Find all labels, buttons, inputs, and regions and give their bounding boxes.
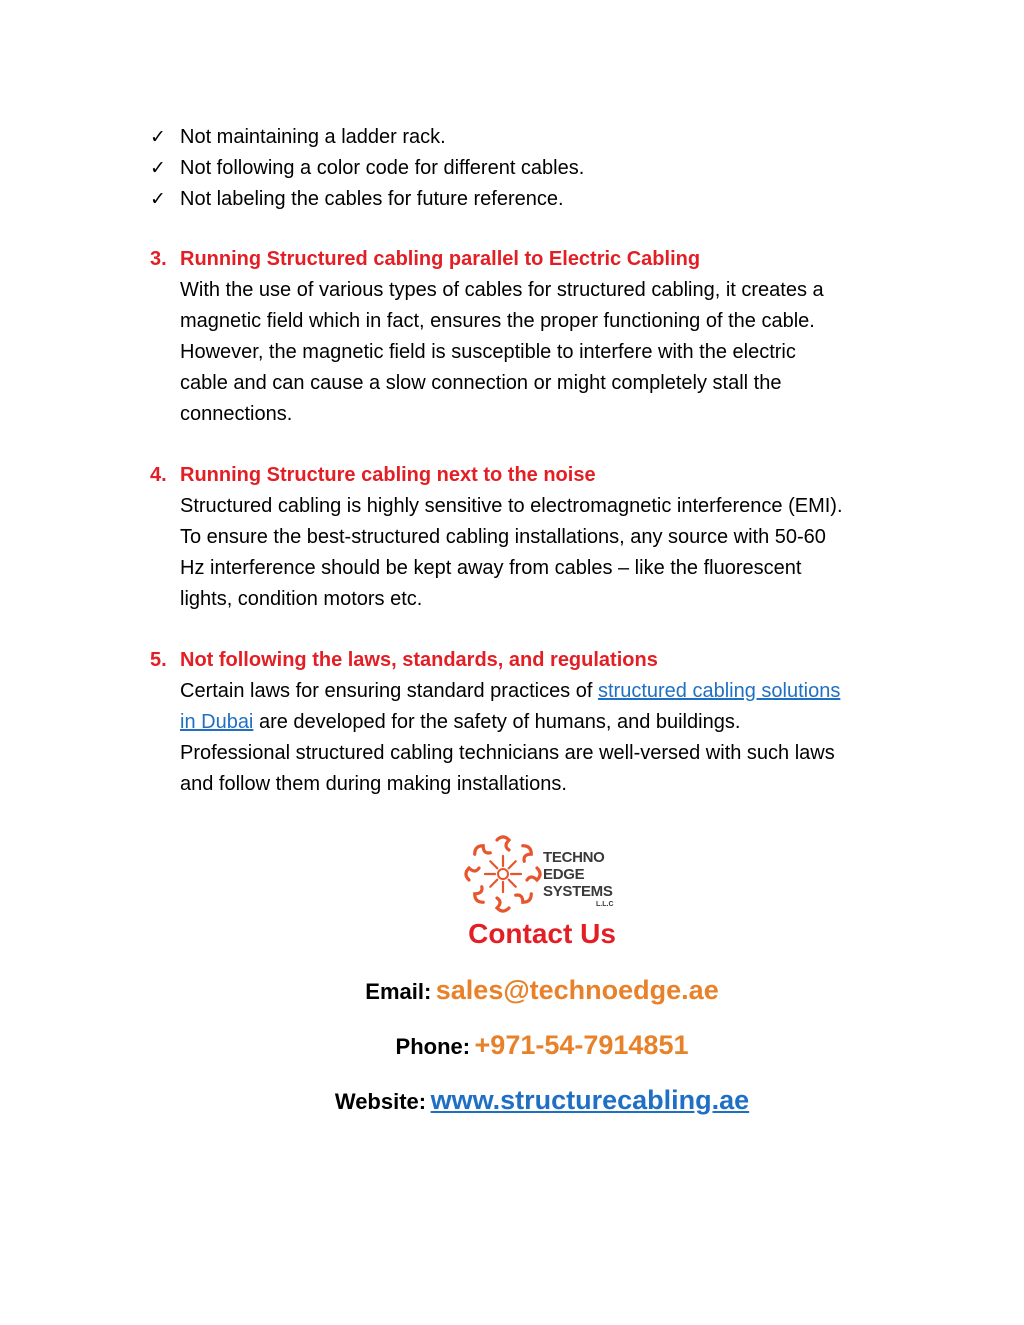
website-label: Website:: [334, 1089, 427, 1114]
structured-cabling-link[interactable]: structured cabling solutions: [597, 680, 841, 702]
phone-label: Phone:: [395, 1034, 471, 1059]
section-body: [180, 275, 910, 430]
section-heading: 4. Running Structure cabling next to the noise: [150, 464, 596, 486]
checklist-item: ✓ Not following a color code for different cables.: [150, 153, 584, 184]
check-icon: ✓: [150, 188, 166, 210]
body-line: and follow them during making installations.: [180, 773, 567, 795]
section-4: [150, 460, 910, 615]
checklist-item: ✓ Not maintaining a ladder rack.: [150, 122, 584, 153]
website-row: [0, 1085, 1024, 1116]
body-line: connections.: [180, 403, 293, 425]
in-dubai-link[interactable]: in Dubai: [180, 711, 254, 733]
body-line: Certain laws for ensuring standard practices of structured cabling solutions: [180, 680, 841, 702]
email-label: Email:: [365, 979, 432, 1004]
check-icon: ✓: [150, 157, 166, 179]
section-heading: 3. Running Structured cabling parallel to Electric Cabling: [150, 248, 701, 270]
website-link[interactable]: www.structurecabling.ae: [430, 1085, 750, 1115]
body-line: To ensure the best-structured cabling installations, any source with 50-60: [180, 526, 826, 548]
checklist-item: ✓ Not labeling the cables for future reference.: [150, 184, 584, 215]
logo-emblem-icon: [463, 835, 543, 913]
phone-value[interactable]: +971-54-7914851: [474, 1030, 689, 1060]
company-logo: [463, 835, 623, 913]
body-line: Hz interference should be kept away from cables – like the fluorescent: [180, 557, 802, 579]
phone-row: [0, 1030, 1024, 1061]
checklist: [150, 122, 584, 215]
body-line: With the use of various types of cables for structured cabling, it creates a: [180, 279, 824, 301]
section-3: [150, 244, 910, 430]
logo-suffix: L.L.C: [596, 901, 614, 908]
section-5: [150, 645, 910, 800]
body-line: cable and can cause a slow connection or might completely stall the: [180, 372, 782, 394]
body-line: Professional structured cabling technicians are well-versed with such laws: [180, 742, 835, 764]
section-body: [180, 676, 910, 800]
email-row: [0, 975, 1024, 1006]
email-value[interactable]: sales@technoedge.ae: [435, 975, 719, 1005]
body-line: magnetic field which in fact, ensures the proper functioning of the cable.: [180, 310, 815, 332]
section-heading: 5. Not following the laws, standards, and regulations: [150, 649, 658, 671]
body-line: in Dubai are developed for the safety of humans, and buildings.: [180, 711, 741, 733]
body-line: lights, condition motors etc.: [180, 588, 423, 610]
check-icon: ✓: [150, 126, 166, 148]
section-body: [180, 491, 910, 615]
body-line: Structured cabling is highly sensitive to electromagnetic interference (EMI).: [180, 495, 843, 517]
body-line: However, the magnetic field is susceptible to interfere with the electric: [180, 341, 796, 363]
logo-wordmark: TECHNO EDGE SYSTEMS: [543, 849, 613, 900]
contact-title: Contact Us: [468, 918, 616, 949]
